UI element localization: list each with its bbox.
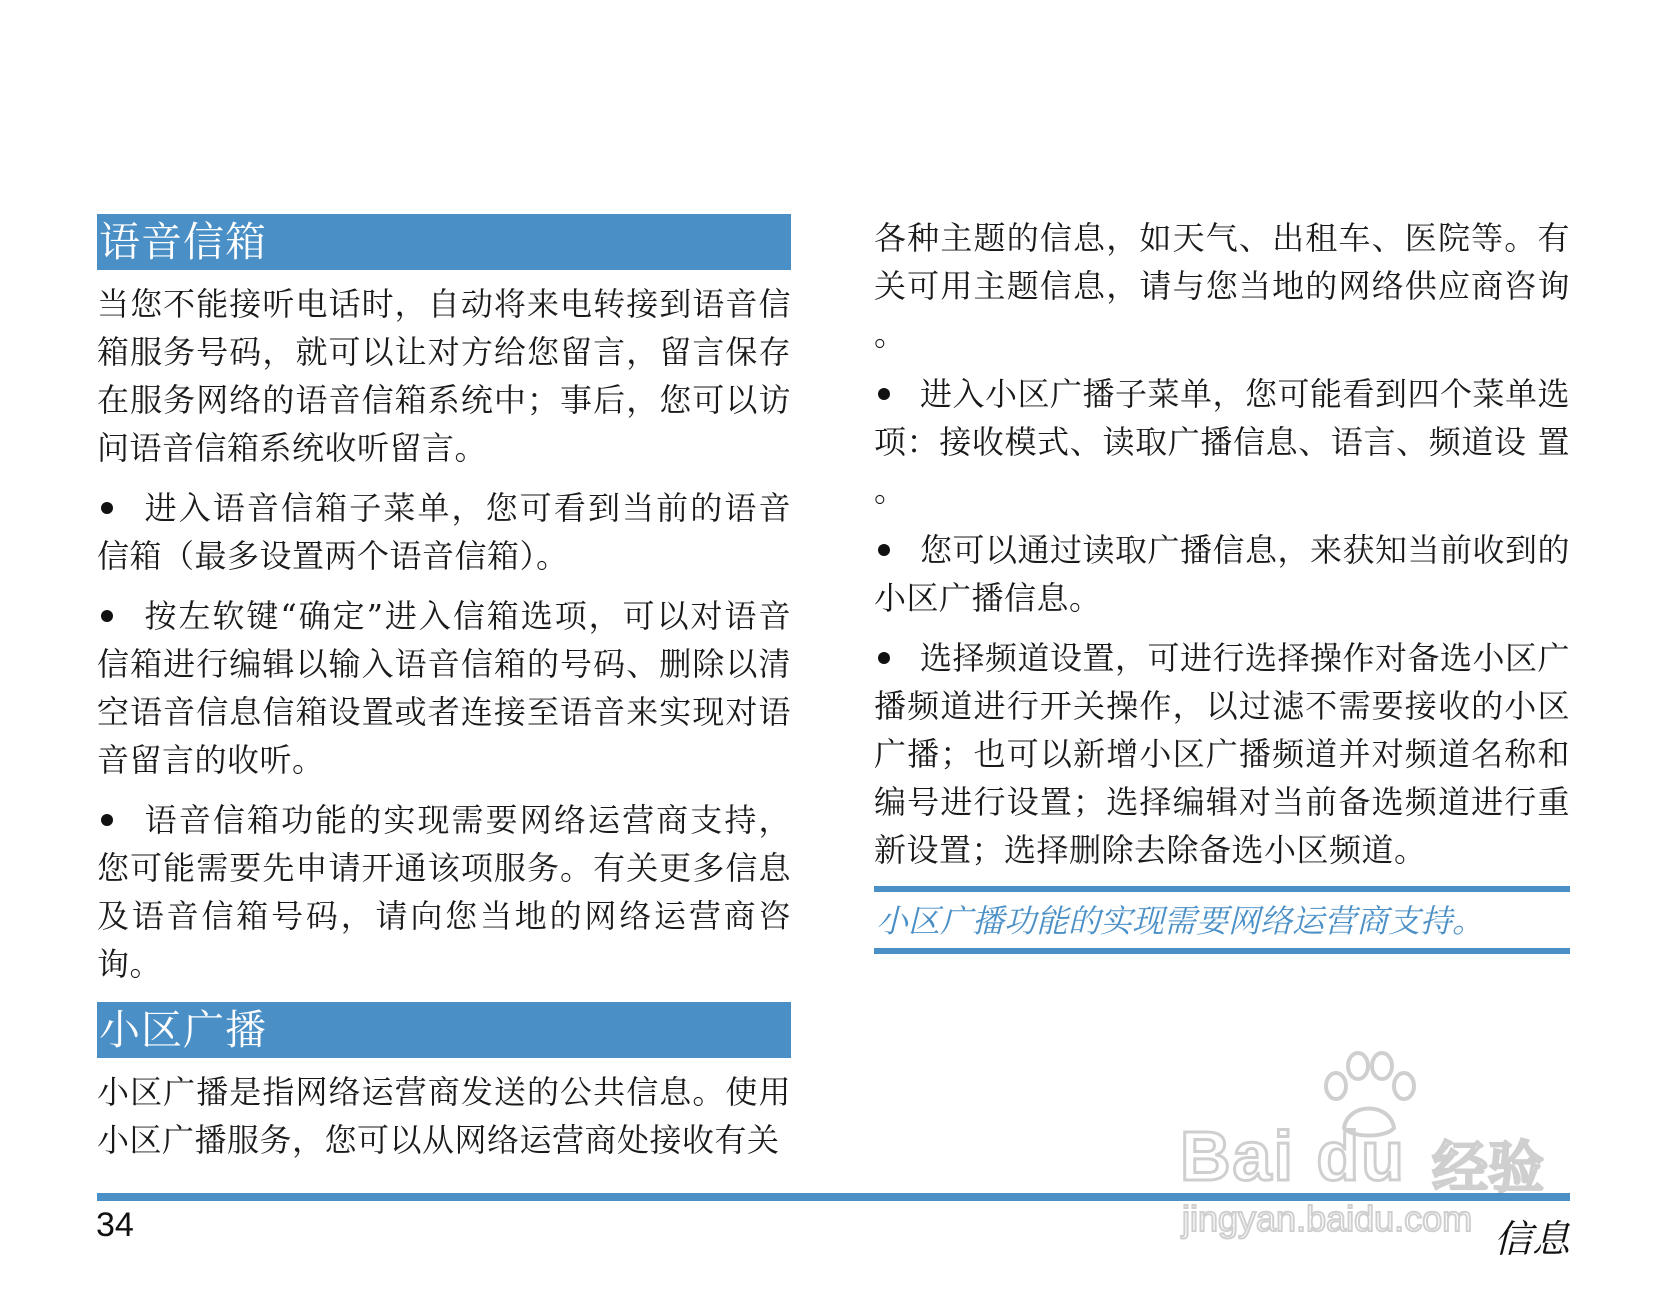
- cell-broadcast-bullet: [874, 370, 1570, 514]
- bullet-text: 按左软键“确定”进入信箱选项，可以对语音信箱进行编辑以输入语音信箱的号码、删除以清空语音信息信箱设置或者连接至语音来实现对语音留言的收听。: [97, 597, 791, 779]
- voicemail-bullet: [97, 592, 791, 784]
- cell-broadcast-intro: 小区广播是指网络运营商发送的公共信息。使用小区广播服务，您可以从网络运营商处接收有关: [97, 1073, 791, 1159]
- bullet-icon: [101, 610, 113, 622]
- cell-broadcast-intro-continued: 各种主题的信息，如天气、出租车、医院等。有关可用主题信息，请与您当地的网络供应商咨询 。: [874, 219, 1570, 353]
- watermark-url: jingyan.baidu.com: [1182, 1198, 1473, 1239]
- note-text: 小区广播功能的实现需要网络运营商支持。: [876, 902, 1485, 940]
- cell-broadcast-bullet: [874, 634, 1570, 874]
- bullet-text: 语音信箱功能的实现需要网络运营商支持，您可能需要先申请开通该项服务。有关更多信息及语音信箱号码，请向您当地的网络运营商咨询。: [97, 801, 791, 983]
- bullet-text: 选择频道设置，可进行选择操作对备选小区广播频道进行开关操作，以过滤不需要接收的小区广播；也可以新增小区广播频道并对频道名称和编号进行设置；选择编辑对当前备选频道进行重新设置；选择删除去除备选小区频道。: [874, 639, 1571, 869]
- bullet-icon: [101, 814, 113, 826]
- bullet-icon: [101, 502, 113, 514]
- cell-broadcast-bullet: [874, 526, 1570, 622]
- watermark-brand-cn: 经验: [1432, 1136, 1544, 1201]
- voicemail-heading: 语音信箱: [97, 214, 791, 270]
- bullet-icon: [878, 544, 890, 556]
- bullet-text: 进入语音信箱子菜单，您可看到当前的语音信箱（最多设置两个语音信箱）。: [97, 489, 791, 575]
- watermark-brand: Bai du: [1180, 1117, 1406, 1195]
- note-box: [874, 886, 1570, 954]
- left-column: [97, 214, 791, 1164]
- bullet-text: 您可以通过读取广播信息，来获知当前收到的小区广播信息。: [874, 531, 1571, 617]
- right-column: [874, 214, 1570, 954]
- chapter-title: 信息: [1493, 1217, 1570, 1261]
- baidu-watermark: [1180, 1050, 1580, 1240]
- bullet-text: 进入小区广播子菜单，您可能看到四个菜单选项：接收模式、读取广播信息、语言、频道设 置 。: [874, 375, 1571, 509]
- bullet-icon: [878, 652, 890, 664]
- page-number: 34: [96, 1206, 134, 1244]
- voicemail-bullet: [97, 484, 791, 580]
- voicemail-bullet: [97, 796, 791, 988]
- voicemail-intro: 当您不能接听电话时，自动将来电转接到语音信箱服务号码，就可以让对方给您留言，留言保存在服务网络的语音信箱系统中；事后，您可以访问语音信箱系统收听留言。: [97, 285, 791, 467]
- cell-broadcast-heading: 小区广播: [97, 1002, 791, 1058]
- bullet-icon: [878, 388, 890, 400]
